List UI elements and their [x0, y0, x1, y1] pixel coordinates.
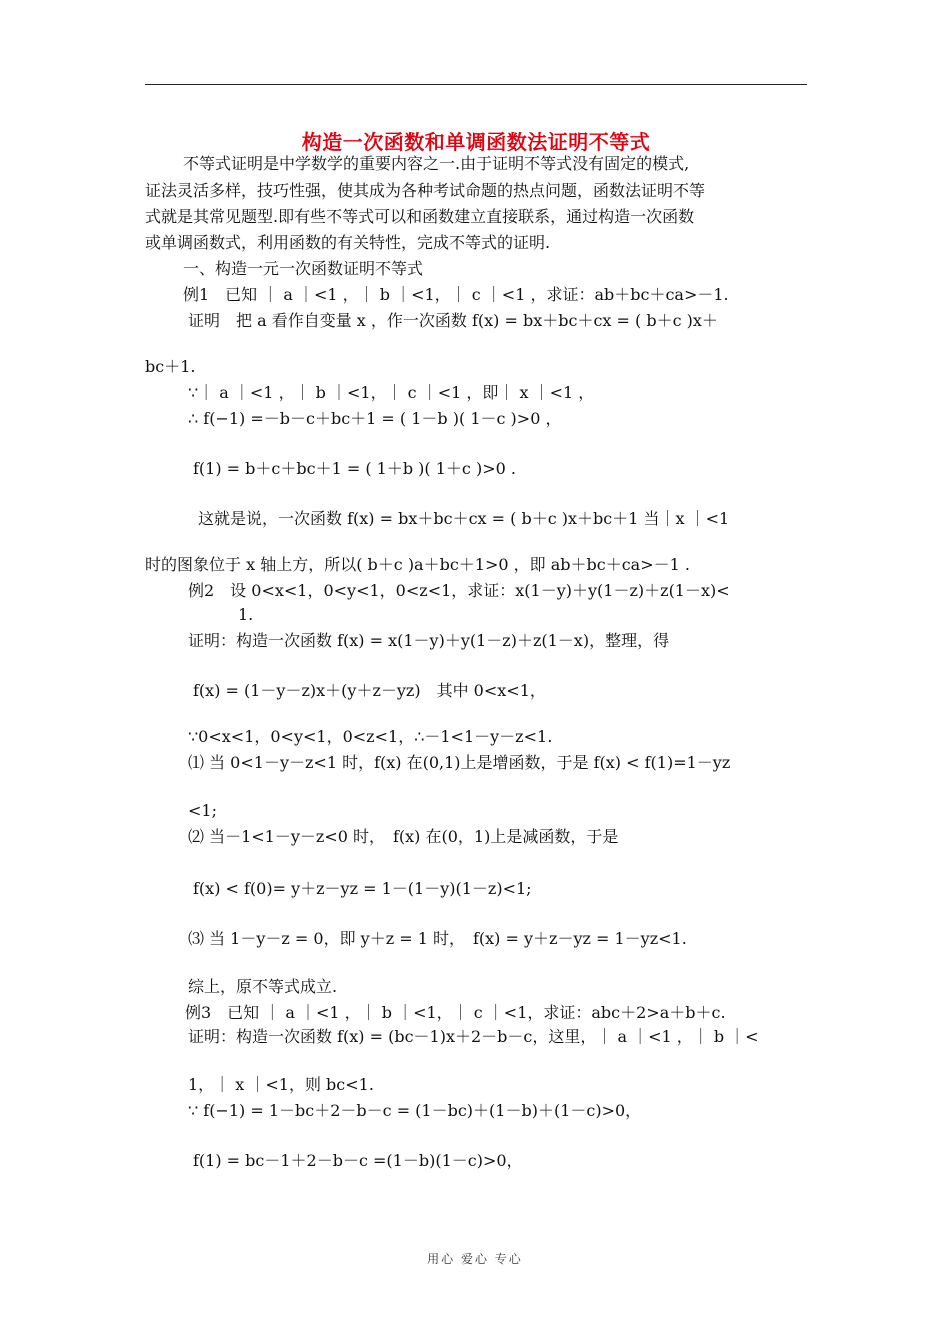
- text-line: ∵｜ a ｜<1 ，｜ b ｜<1，｜ c ｜<1 ，即｜ x ｜<1 ，: [188, 383, 595, 402]
- text-line: ⑵ 当－1<1－y－z<0 时， f(x) 在(0，1)上是减函数，于是: [188, 827, 619, 846]
- text-line: 一、构造一元一次函数证明不等式: [183, 259, 424, 278]
- text-line: f(x) < f(0)= y＋z－yz = 1－(1－y)(1－z)<1;: [193, 879, 532, 898]
- text-line: <1;: [188, 801, 217, 820]
- text-line: 证法灵活多样，技巧性强，使其成为各种考试命题的热点问题，函数法证明不等: [145, 181, 706, 200]
- text-line: 例3 已知 ｜ a ｜<1 ，｜ b ｜<1，｜ c ｜<1，求证：abc＋2>a＋b＋c.: [185, 1003, 726, 1022]
- text-line: f(x) = (1－y－z)x＋(y＋z－yz) 其中 0<x<1，: [193, 681, 546, 700]
- text-line: 或单调函数式，利用函数的有关特性，完成不等式的证明.: [145, 233, 551, 252]
- text-line: bc＋1.: [145, 357, 196, 376]
- text-line: ∴ f(−1) =－b－c＋bc＋1 = ( 1－b )( 1－c )>0 ，: [188, 409, 562, 428]
- text-line: 时的图象位于 x 轴上方，所以( b＋c )a＋bc＋1>0 ，即 ab＋bc＋ca>－1 .: [145, 555, 690, 574]
- text-line: 证明：构造一次函数 f(x) = (bc－1)x＋2－b－c，这里，｜ a ｜<1 ，｜ b ｜<: [188, 1027, 759, 1046]
- text-line: ∵0<x<1，0<y<1，0<z<1，∴－1<1－y－z<1.: [188, 727, 553, 746]
- text-line: 不等式证明是中学数学的重要内容之一.由于证明不等式没有固定的模式,: [183, 154, 690, 173]
- header-rule: [145, 84, 807, 85]
- text-line: 例2 设 0<x<1，0<y<1，0<z<1，求证：x(1－y)＋y(1－z)＋z(1－x)<: [188, 581, 730, 600]
- text-line: 这就是说，一次函数 f(x) = bx＋bc＋cx = ( b＋c )x＋bc＋1 当｜x ｜<1: [198, 509, 730, 528]
- page-footer: 用心 爱心 专心: [427, 1252, 523, 1266]
- text-line: 例1 已知 ｜ a ｜<1 ，｜ b ｜<1，｜ c ｜<1 ，求证：ab＋bc＋ca>－1.: [183, 285, 729, 304]
- text-line: 式就是其常见题型.即有些不等式可以和函数建立直接联系，通过构造一次函数: [145, 207, 695, 226]
- text-line: 1，｜ x ｜<1，则 bc<1.: [188, 1075, 374, 1094]
- text-line: 证明 把 a 看作自变量 x ，作一次函数 f(x) = bx＋bc＋cx = ( b＋c )x＋: [188, 311, 718, 330]
- text-line: 证明：构造一次函数 f(x) = x(1－y)＋y(1－z)＋z(1－x)，整理，得: [188, 631, 670, 650]
- page-title: 构造一次函数和单调函数法证明不等式: [301, 130, 651, 154]
- text-line: ⑴ 当 0<1－y－z<1 时，f(x) 在(0,1)上是增函数，于是 f(x) < f(1)=1－yz: [188, 753, 731, 772]
- text-line: 综上，原不等式成立.: [188, 977, 338, 996]
- text-line: 1.: [238, 605, 254, 624]
- text-line: f(1) = bc－1＋2－b－c =(1－b)(1－c)>0，: [193, 1151, 523, 1170]
- text-line: f(1) = b＋c＋bc＋1 = ( 1＋b )( 1＋c )>0 .: [193, 459, 516, 478]
- text-line: ∵ f(−1) = 1－bc＋2－b－c = (1－bc)＋(1－b)＋(1－c)>0，: [188, 1101, 642, 1120]
- text-line: ⑶ 当 1－y－z = 0，即 y＋z = 1 时， f(x) = y＋z－yz = 1－yz<1.: [188, 929, 687, 948]
